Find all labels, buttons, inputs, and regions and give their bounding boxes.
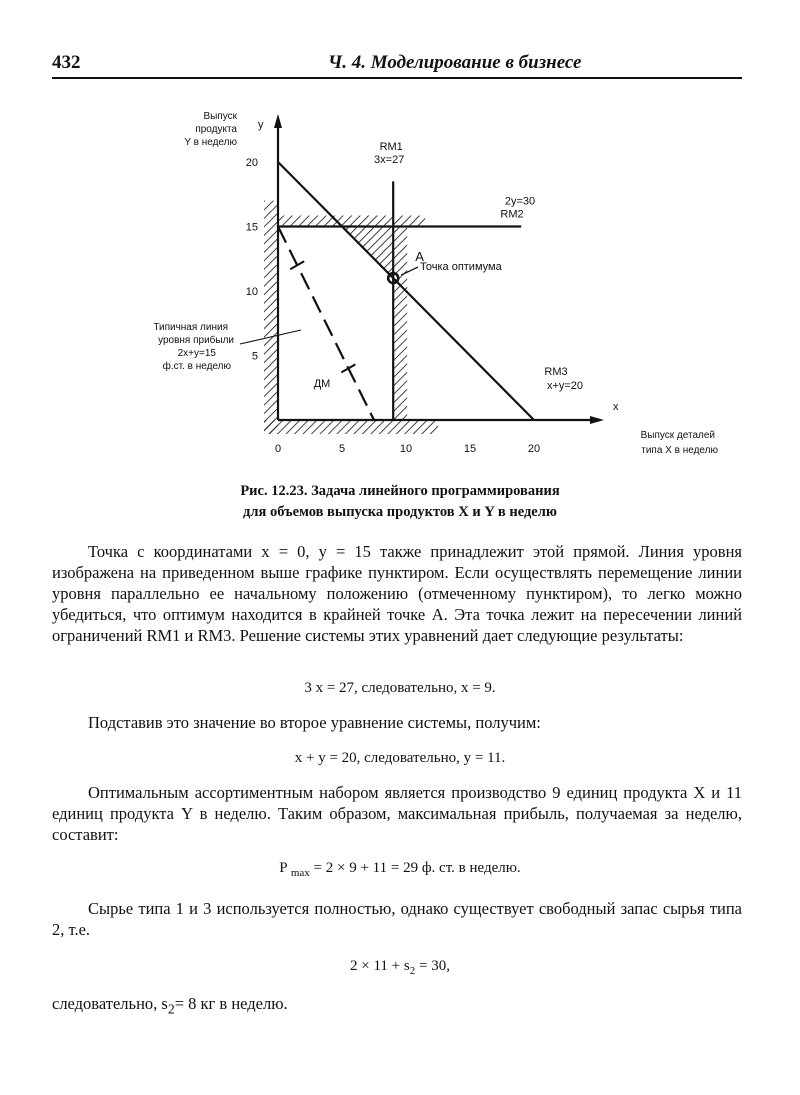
paragraph-3: Оптимальным ассортиментным набором является производство 9 единиц продукта X и 11 единиц продукта Y в неделю. Таким образом, максимальная прибыль, получаемая за неделю, составит: xyxy=(52,783,742,844)
y-tick-label-20: 20 xyxy=(245,157,258,169)
y-tick-label-15: 15 xyxy=(245,221,258,234)
lp-chart xyxy=(0,100,800,472)
rm2-name: RM2 xyxy=(500,208,524,221)
rm1-equation: 3x=27 xyxy=(374,154,405,166)
equation-4-sub: 2 xyxy=(409,965,416,977)
x-axis-arrow xyxy=(590,416,604,424)
paragraph-5 xyxy=(52,993,742,1019)
paragraph-5-sub: 2 xyxy=(167,1001,175,1017)
equation-3-lhs: P xyxy=(279,860,288,876)
x-axis-title-line2: типа X в неделю xyxy=(641,445,718,456)
dm-label: ДМ xyxy=(313,378,331,390)
figure-caption-line2: для объемов выпуска продуктов X и Y в неделю xyxy=(243,504,557,520)
rm3-equation: x+y=20 xyxy=(546,380,584,392)
equation-1: 3 x = 27, следовательно, x = 9. xyxy=(304,680,496,696)
figure-caption-line1: Рис. 12.23. Задача линейного программирования xyxy=(240,483,560,499)
y-tick-label-10: 10 xyxy=(245,286,258,298)
equation-3 xyxy=(0,860,800,879)
y-tick-label-5: 5 xyxy=(251,350,258,363)
profit-annotation-line-4: ф.ст. в неделю xyxy=(162,361,231,372)
header-rule xyxy=(52,77,742,79)
x-axis-title-line1: Выпуск деталей xyxy=(640,430,715,441)
x-tick-label-0: 0 xyxy=(274,443,282,455)
rm1-name: RM1 xyxy=(379,141,403,153)
rm1-hatch xyxy=(393,227,407,421)
equation-2: x + y = 20, следовательно, y = 11. xyxy=(294,750,506,766)
equation-4-rhs: = 30, xyxy=(415,958,450,974)
series-line-дм xyxy=(278,227,374,421)
y-axis-hatch xyxy=(264,201,278,434)
equation-4 xyxy=(0,958,800,977)
profit-annotation-line-1: Типичная линия xyxy=(153,322,228,333)
paragraph-4: Сырье типа 1 и 3 используется полностью, однако существует свободный запас сырья типа 2, т.е. xyxy=(52,899,742,939)
equation-3-rhs: = 2 × 9 + 11 = 29 ф. ст. в неделю. xyxy=(309,860,521,876)
rm3-name: RM3 xyxy=(544,366,568,378)
paragraph-5-pre: следовательно, s xyxy=(52,994,168,1013)
x-tick-label-5: 5 xyxy=(338,443,346,455)
profit-annotation-line-3: 2x+y=15 xyxy=(177,348,216,359)
rm2-hatch xyxy=(278,216,425,227)
x-axis-letter: x xyxy=(613,401,619,413)
x-axis-hatch xyxy=(264,420,438,434)
y-axis-title-line3: Y в неделю xyxy=(184,137,237,148)
profit-cross-mark-1 xyxy=(290,261,304,269)
profit-annotation-line-2: уровня прибыли xyxy=(158,335,234,346)
rm2-equation: 2y=30 xyxy=(504,195,536,208)
optimum-label: A xyxy=(415,249,424,265)
x-tick-label-15: 15 xyxy=(463,443,477,455)
equation-4-lhs: 2 × 11 + s xyxy=(350,958,410,974)
paragraph-1: Точка с координатами x = 0, y = 15 также принадлежит этой прямой. Линия уровня изображена на приведенном выше графике пунктиром. Если осуществлять перемещение линии уровня параллельно ее начальному положению (отмеченному пунктиром), то легко можно убедиться, что оптимум находится в крайней точке A. Эта точка лежит на пересечении линий ограничений RM1 и RM3. Решение системы этих уравнений дает следующие результаты: xyxy=(52,542,742,645)
x-tick-label-10: 10 xyxy=(399,443,413,455)
running-title: Ч. 4. Моделирование в бизнесе xyxy=(328,52,582,73)
profit-cross-mark-2 xyxy=(341,364,355,372)
paragraph-2: Подставив это значение во второе уравнение системы, получим: xyxy=(88,713,541,732)
y-axis-letter: y xyxy=(258,119,264,131)
page-header xyxy=(52,52,742,76)
optimum-annotation: Точка оптимума xyxy=(420,261,502,274)
y-axis-arrow xyxy=(274,114,282,128)
y-axis-title-line2: продукта xyxy=(195,124,237,135)
equation-3-sub: max xyxy=(290,867,310,879)
page-number: 432 xyxy=(52,52,81,73)
x-tick-label-20: 20 xyxy=(527,443,541,455)
y-axis-title-line1: Выпуск xyxy=(203,111,237,122)
paragraph-5-post: = 8 кг в неделю. xyxy=(174,994,288,1013)
